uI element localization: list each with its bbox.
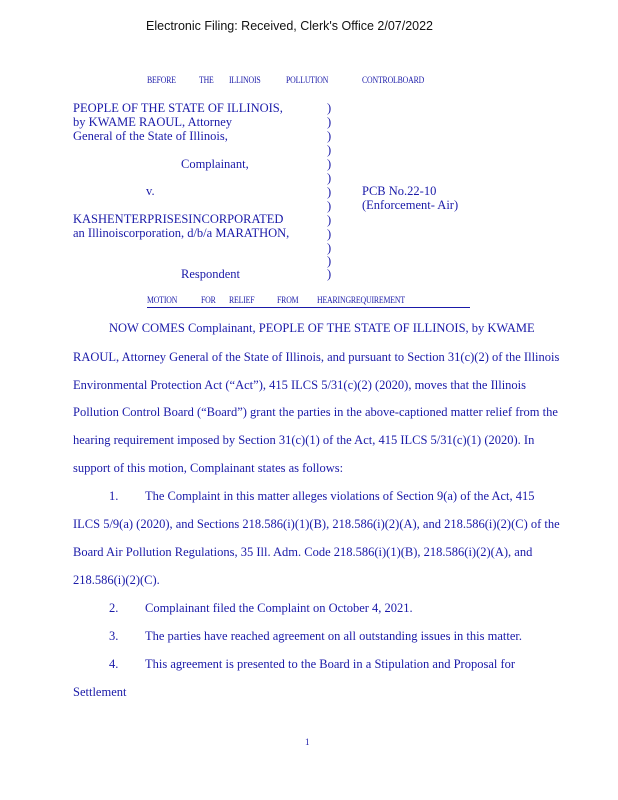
caption-paren: ) bbox=[327, 101, 332, 115]
item-number: 4. bbox=[109, 657, 119, 671]
caption-paren: ) bbox=[327, 143, 332, 157]
defendant-line: KASHENTERPRISESINCORPORATED bbox=[73, 212, 284, 226]
plaintiff-line: PEOPLE OF THE STATE OF ILLINOIS, bbox=[73, 101, 283, 115]
body-line: Pollution Control Board (“Board”) grant the parties in the above-captioned matter relief from the bbox=[73, 405, 558, 419]
body-line: Complainant filed the Complaint on October 4, 2021. bbox=[145, 601, 413, 615]
board-heading-word: POLLUTION bbox=[286, 76, 329, 86]
body-line: hearing requirement imposed by Section 31(c)(1) of the Act, 415 ILCS 5/31(c)(1) (2020). In bbox=[73, 433, 535, 447]
board-heading-word: CONTROLBOARD bbox=[362, 76, 425, 86]
motion-title-word: RELIEF bbox=[229, 296, 255, 306]
caption-paren: ) bbox=[327, 129, 332, 143]
item-number: 3. bbox=[109, 629, 119, 643]
body-line: Environmental Protection Act (“Act”), 415 ILCS 5/31(c)(2) (2020), moves that the Illinois bbox=[73, 378, 527, 392]
body-line: The parties have reached agreement on all outstanding issues in this matter. bbox=[145, 629, 522, 643]
plaintiff-line: by KWAME RAOUL, Attorney bbox=[73, 115, 233, 129]
defendant-line: an Illinoiscorporation, d/b/a MARATHON, bbox=[73, 226, 290, 240]
item-number: 2. bbox=[109, 601, 119, 615]
body-line: The Complaint in this matter alleges violations of Section 9(a) of the Act, 415 bbox=[145, 489, 535, 503]
motion-title-word: FOR bbox=[201, 296, 216, 306]
caption-paren: ) bbox=[327, 171, 332, 185]
body-line: Settlement bbox=[73, 685, 127, 699]
caption-paren: ) bbox=[327, 157, 332, 171]
respondent-label: Respondent bbox=[181, 267, 241, 281]
body-line: RAOUL, Attorney General of the State of Illinois, and pursuant to Section 31(c)(2) of the Illinois bbox=[73, 350, 560, 364]
caption-paren: ) bbox=[327, 267, 332, 281]
body-line: Board Air Pollution Regulations, 35 Ill. Adm. Code 218.586(i)(1)(B), 218.586(i)(2)(A), and bbox=[73, 545, 533, 559]
body-line: NOW COMES Complainant, PEOPLE OF THE STATE OF ILLINOIS, by KWAME bbox=[109, 321, 535, 335]
motion-title-word: HEARINGREQUIREMENT bbox=[317, 296, 405, 306]
caption-paren: ) bbox=[327, 199, 332, 213]
board-heading-word: ILLINOIS bbox=[229, 76, 261, 86]
body-line: ILCS 5/9(a) (2020), and Sections 218.586(i)(1)(B), 218.586(i)(2)(A), and 218.586(i)(2)(C) of the bbox=[73, 517, 560, 531]
caption-paren: ) bbox=[327, 213, 332, 227]
body-line: This agreement is presented to the Board in a Stipulation and Proposal for bbox=[145, 657, 516, 671]
caption-paren: ) bbox=[327, 227, 332, 241]
body-line: 218.586(i)(2)(C). bbox=[73, 573, 160, 587]
board-heading-word: THE bbox=[199, 76, 214, 86]
versus-label: v. bbox=[146, 184, 155, 198]
case-number: PCB No.22-10 bbox=[362, 184, 437, 198]
plaintiff-line: General of the State of Illinois, bbox=[73, 129, 228, 143]
complainant-label: Complainant, bbox=[181, 157, 249, 171]
caption-paren: ) bbox=[327, 115, 332, 129]
board-heading-word: BEFORE bbox=[147, 76, 176, 86]
motion-title-word: FROM bbox=[277, 296, 299, 306]
item-number: 1. bbox=[109, 489, 119, 503]
motion-title-underline bbox=[147, 307, 470, 308]
caption-paren: ) bbox=[327, 254, 332, 268]
body-line: support of this motion, Complainant states as follows: bbox=[73, 461, 344, 475]
page-number: 1 bbox=[305, 737, 310, 747]
caption-paren: ) bbox=[327, 241, 332, 255]
motion-title-word: MOTION bbox=[147, 296, 178, 306]
case-type: (Enforcement- Air) bbox=[362, 198, 459, 212]
filing-stamp: Electronic Filing: Received, Clerk's Office 2/07/2022 bbox=[146, 19, 434, 33]
caption-paren: ) bbox=[327, 185, 332, 199]
